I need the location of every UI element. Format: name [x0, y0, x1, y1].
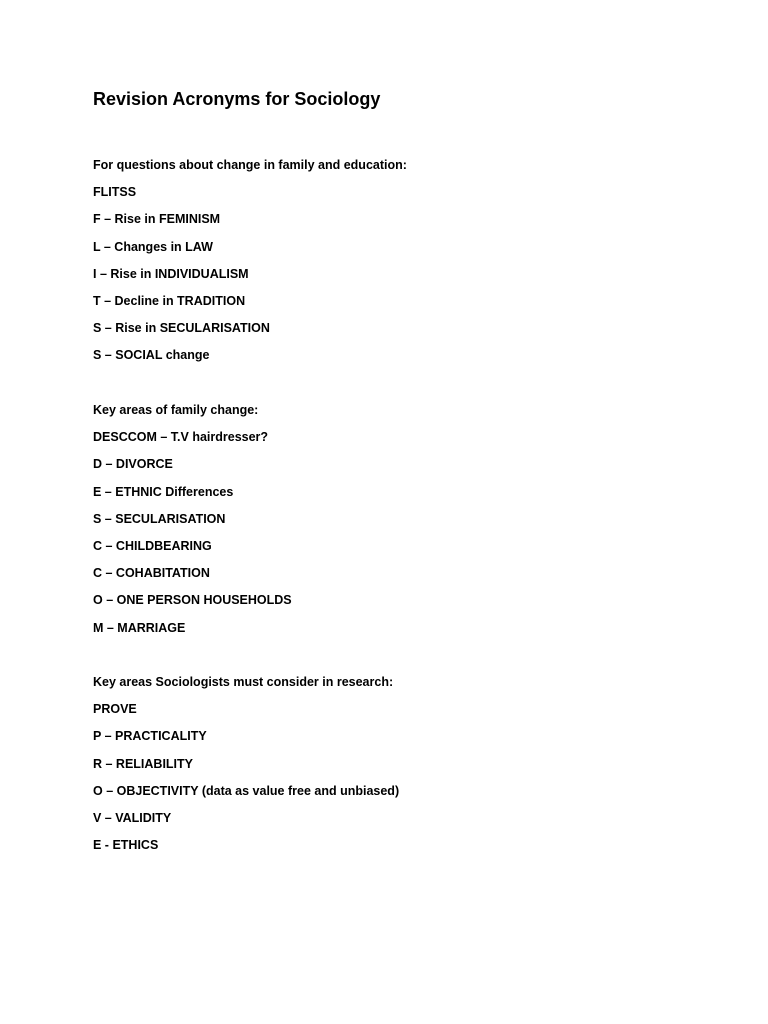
list-item: D – DIVORCE	[93, 457, 173, 472]
section-desccom	[93, 397, 292, 642]
section-acronym: FLITSS	[93, 185, 137, 200]
section-heading: Key areas of family change:	[93, 403, 259, 417]
list-item: C – COHABITATION	[93, 566, 210, 581]
list-item: S – Rise in SECULARISATION	[93, 321, 270, 336]
list-item: L – Changes in LAW	[93, 239, 213, 254]
section-prove	[93, 669, 399, 859]
list-item: T – Decline in TRADITION	[93, 293, 246, 308]
section-acronym: PROVE	[93, 702, 137, 717]
list-item: S – SOCIAL change	[93, 348, 210, 363]
list-item: F – Rise in FEMINISM	[93, 212, 221, 227]
section-acronym: DESCCOM – T.V hairdresser?	[93, 430, 269, 445]
section-heading: For questions about change in family and education:	[93, 158, 407, 172]
list-item: M – MARRIAGE	[93, 620, 186, 635]
section-heading: Key areas Sociologists must consider in research:	[93, 675, 394, 689]
list-item: O – OBJECTIVITY (data as value free and unbiased)	[93, 783, 400, 798]
list-item: E - ETHICS	[93, 838, 159, 853]
list-item: V – VALIDITY	[93, 810, 172, 825]
list-item: R – RELIABILITY	[93, 756, 194, 771]
list-item: O – ONE PERSON HOUSEHOLDS	[93, 593, 292, 608]
list-item: P – PRACTICALITY	[93, 729, 207, 744]
list-item: C – CHILDBEARING	[93, 538, 212, 553]
list-item: E – ETHNIC Differences	[93, 484, 234, 499]
list-item: S – SECULARISATION	[93, 511, 226, 526]
section-flitss	[93, 152, 407, 370]
document-title: Revision Acronyms for Sociology	[93, 89, 381, 109]
list-item: I – Rise in INDIVIDUALISM	[93, 266, 249, 281]
